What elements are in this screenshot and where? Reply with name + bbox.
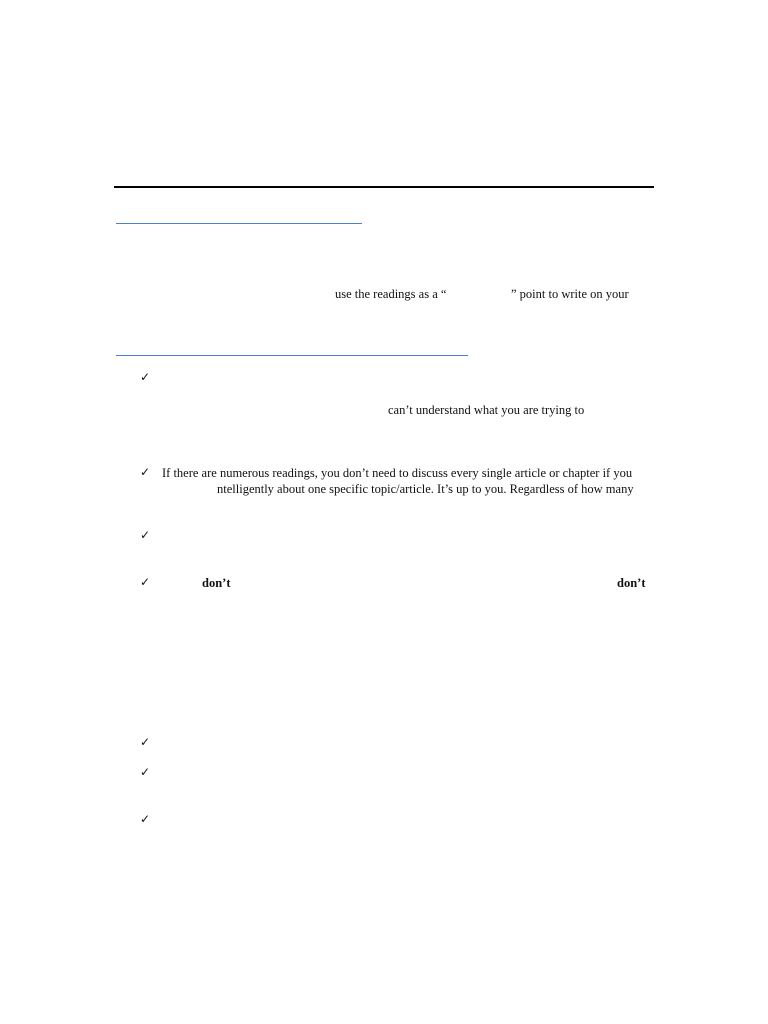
- readings-text-left: use the readings as a “: [335, 287, 447, 301]
- bullet-2-line-2: ntelligently about one specific topic/article. It’s up to you. Regardless of how many: [217, 482, 634, 496]
- hyperlink-underline-1[interactable]: [116, 223, 362, 224]
- bullet-4-dont-right: don’t: [617, 576, 646, 590]
- readings-text-right: ” point to write on your: [511, 287, 629, 301]
- checkmark-icon: ✓: [140, 765, 151, 779]
- checkmark-icon: ✓: [140, 370, 151, 384]
- header-rule: [114, 186, 654, 188]
- hyperlink-underline-2[interactable]: [116, 355, 468, 356]
- checkmark-icon: ✓: [140, 465, 151, 479]
- bullet-4-dont-left: don’t: [202, 576, 231, 590]
- checkmark-icon: ✓: [140, 575, 151, 589]
- checkmark-icon: ✓: [140, 735, 151, 749]
- checkmark-icon: ✓: [140, 812, 151, 826]
- checkmark-icon: ✓: [140, 528, 151, 542]
- bullet-1-text: can’t understand what you are trying to: [388, 403, 585, 417]
- bullet-2-line-1: If there are numerous readings, you don’t need to discuss every single article or chapter if you: [162, 466, 633, 480]
